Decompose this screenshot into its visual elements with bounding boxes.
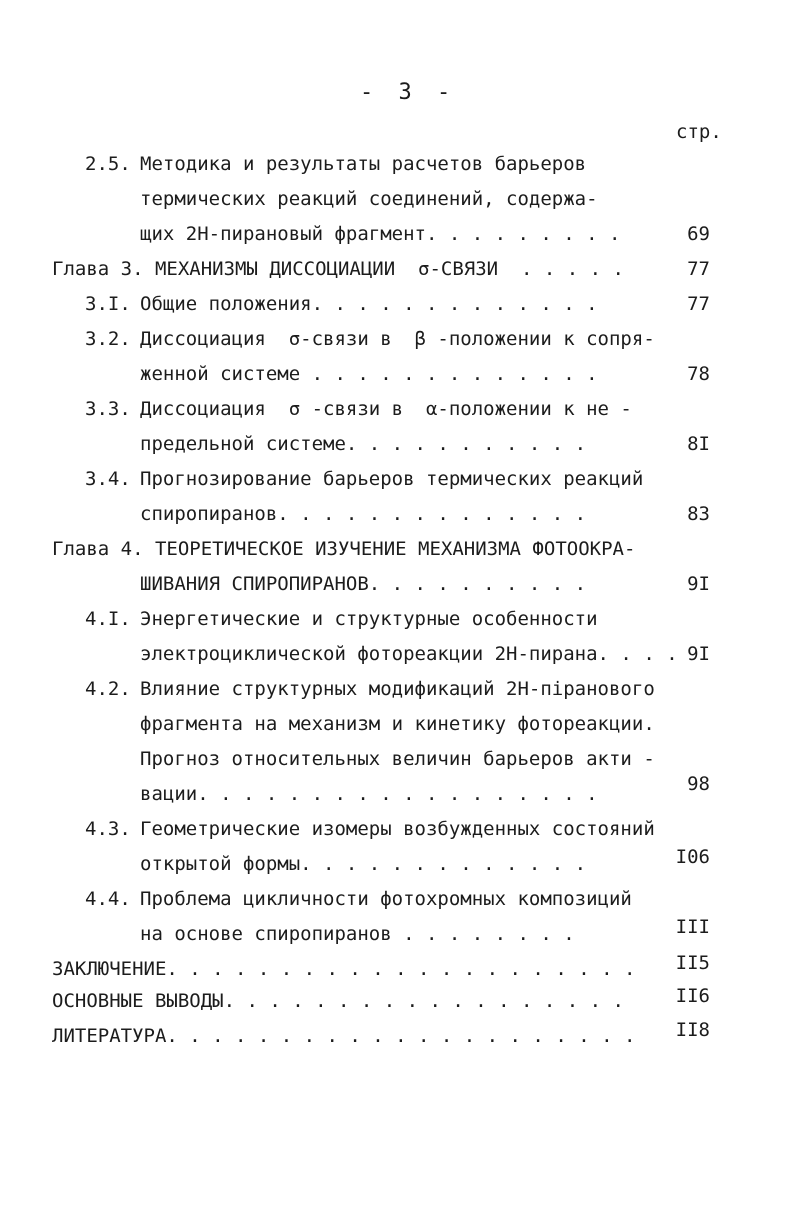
toc-section: ЗАКЛЮЧЕНИЕ. . . . . . . . . . . . . . . . . . . . . — [52, 958, 636, 980]
toc-line: электроциклической фотореакции 2Н-пирана. . . . — [140, 643, 678, 665]
toc-page: 77 — [687, 258, 710, 280]
toc-line: женной системе . . . . . . . . . . . . . — [140, 363, 598, 385]
toc-page: III — [675, 916, 710, 938]
toc-number: 3.2. — [85, 328, 131, 350]
toc-line: щих 2Н-пирановый фрагмент. . . . . . . . . — [140, 223, 621, 245]
toc-page: 69 — [687, 223, 710, 245]
toc-page: 8I — [687, 433, 710, 455]
toc-line: Общие положения. . . . . . . . . . . . . — [140, 293, 598, 315]
toc-page: 9I — [687, 643, 710, 665]
toc-chapter: Глава 4. ТЕОРЕТИЧЕСКОЕ ИЗУЧЕНИЕ МЕХАНИЗМА ФОТООКРА- — [52, 538, 636, 560]
toc-line: Диссоциация σ -связи в α-положении к не - — [140, 398, 632, 420]
toc-line: предельной системе. . . . . . . . . . . — [140, 433, 587, 455]
toc-number: 3.I. — [85, 293, 131, 315]
toc-page: II8 — [675, 1019, 710, 1041]
toc-page: II6 — [675, 985, 710, 1007]
toc-number: 3.3. — [85, 398, 131, 420]
page-number: - 3 - — [360, 80, 457, 105]
toc-chapter: Глава 3. МЕХАНИЗМЫ ДИССОЦИАЦИИ σ-СВЯЗИ . . . . . — [52, 258, 624, 280]
toc-page: 83 — [687, 503, 710, 525]
toc-number: 4.3. — [85, 818, 131, 840]
toc-section: ОСНОВНЫЕ ВЫВОДЫ. . . . . . . . . . . . . . . . . . — [52, 990, 624, 1012]
toc-number: 4.4. — [85, 888, 131, 910]
toc-line: открытой формы. . . . . . . . . . . . . — [140, 853, 587, 875]
toc-line: термических реакций соединений, содержа- — [140, 188, 598, 210]
toc-number: 4.2. — [85, 678, 131, 700]
toc-line: Энергетические и структурные особенности — [140, 608, 598, 630]
toc-chapter: ШИВАНИЯ СПИРОПИРАНОВ. . . . . . . . . . — [140, 573, 587, 595]
toc-number: 4.I. — [85, 608, 131, 630]
toc-page: 78 — [687, 363, 710, 385]
toc-line: Прогнозирование барьеров термических реакций — [140, 468, 644, 490]
toc-number: 2.5. — [85, 153, 131, 175]
page-column-label: стр. — [676, 121, 722, 143]
toc-page: 9I — [687, 573, 710, 595]
toc-page: 98 — [687, 773, 710, 795]
toc-section: ЛИТЕРАТУРА. . . . . . . . . . . . . . . . . . . . . — [52, 1025, 636, 1047]
toc-line: Геометрические изомеры возбужденных состояний — [140, 818, 655, 840]
toc-line: Прогноз относительных величин барьеров акти - — [140, 748, 655, 770]
toc-line: Влияние структурных модификаций 2Н-піранового — [140, 678, 655, 700]
toc-page: 77 — [687, 293, 710, 315]
toc-line: вации. . . . . . . . . . . . . . . . . . — [140, 783, 598, 805]
toc-page: I06 — [675, 846, 710, 868]
toc-line: Методика и результаты расчетов барьеров — [140, 153, 587, 175]
toc-line: спиропиранов. . . . . . . . . . . . . . — [140, 503, 587, 525]
toc-line: на основе спиропиранов . . . . . . . . — [140, 923, 575, 945]
toc-page: II5 — [675, 952, 710, 974]
toc-line: фрагмента на механизм и кинетику фотореакции. — [140, 713, 655, 735]
toc-line: Диссоциация σ-связи в β -положении к сопря- — [140, 328, 655, 350]
toc-line: Проблема цикличности фотохромных композиций — [140, 888, 632, 910]
toc-number: 3.4. — [85, 468, 131, 490]
